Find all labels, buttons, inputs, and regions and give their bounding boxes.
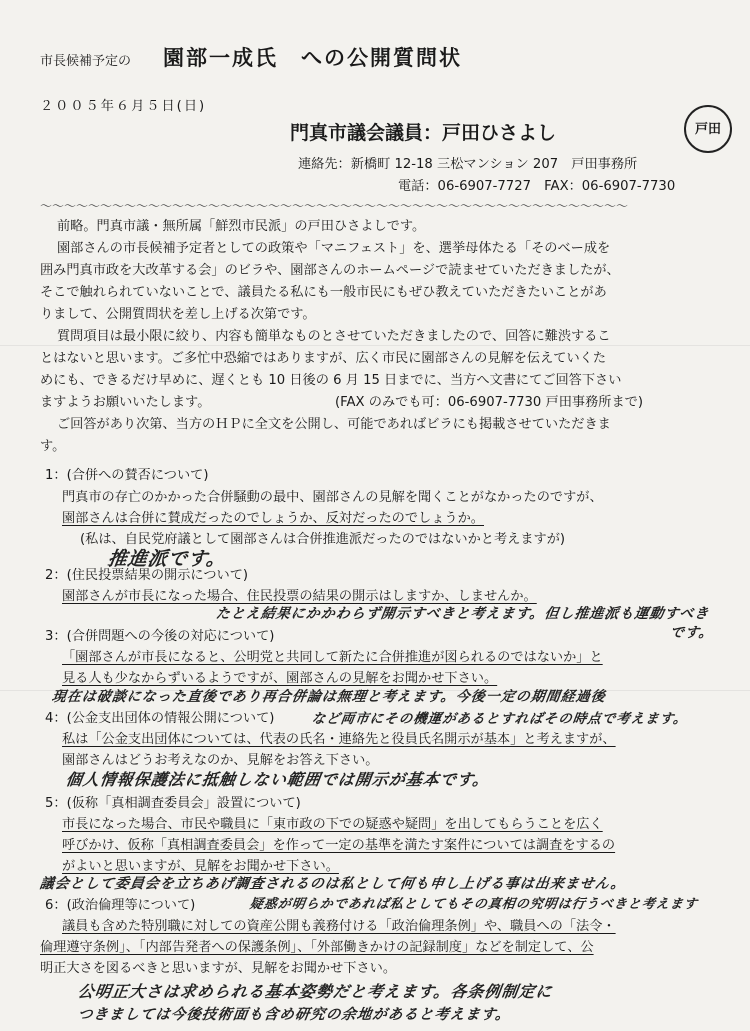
handwritten-answer: つきましては今後技術面も含め研究の余地があると考えます。	[76, 1006, 512, 1023]
question-heading: 5：(仮称「真相調査委員会」設置について)	[45, 796, 301, 811]
question-text: 見る人も少なからずいるようですが、園部さんの見解をお聞かせ下さい。	[62, 671, 498, 686]
intro-line: そこで触れられていないことで、議員たる私にも一般市民にもぜひ教えていただきたいことがあ	[40, 285, 607, 300]
intro-line: す。	[40, 439, 66, 454]
contact-address: 連絡先：新橋町 12-18 三松マンション 207 戸田事務所	[298, 157, 638, 172]
question-text: 明正大さを図るべきと思いますが、見解をお聞かせ下さい。	[40, 961, 397, 976]
seal-text: 戸田	[694, 121, 721, 137]
handwritten-answer: など両市にその機運があるとすればその時点で考えます。	[310, 711, 689, 727]
intro-line: 前略。門真市議・無所属「鮮烈市民派」の戸田ひさよしです。	[57, 219, 426, 234]
sender-name: 門真市議会議員：戸田ひさよし	[290, 122, 557, 144]
page-title: 園部一成氏 への公開質問状	[163, 46, 462, 70]
wavy-divider: ～～～～～～～～～～～～～～～～～～～～～～～～～～～～～～～～～～～～～～～～～～～～～～～～～	[40, 199, 629, 213]
intro-line: とはないと思います。ご多忙中恐縮ではありますが、広く市民に園部さんの見解を伝えていくた	[40, 351, 607, 366]
intro-line: ますようお願いいたします。	[40, 395, 211, 410]
question-text: 「園部さんが市長になると、公明党と共同して新たに合併推進が図られるのではないか」と	[62, 650, 603, 665]
question-text: 園部さんが市長になった場合、住民投票の結果の開示はしますか、しませんか。	[62, 589, 537, 604]
question-text: 議員も含めた特別職に対しての資産公開も義務付ける「政治倫理条例」や、職員への「法令・	[62, 919, 616, 934]
handwritten-answer: 議会として委員会を立ちあげ調査されるのは私として何も申し上げる事は出来ません。	[38, 876, 627, 892]
title-prefix: 市長候補予定の	[40, 54, 132, 69]
contact-phone: 電話：06-6907-7727 FAX：06-6907-7730	[398, 179, 676, 194]
intro-line: りまして、公開質問状を差し上げる次第です。	[40, 307, 316, 322]
letter-date: ２００５年６月５日(日)	[40, 99, 207, 114]
question-text: 園部さんは合併に賛成だったのでしょうか、反対だったのでしょうか。	[62, 511, 484, 526]
handwritten-answer: 公明正大さは求められる基本姿勢だと考えます。各条例制定に	[76, 982, 554, 1001]
intro-line: 質問項目は最小限に絞り、内容も簡単なものとさせていただきましたので、回答に難渋するこ	[57, 329, 611, 344]
question-heading: 2：(住民投票結果の開示について)	[45, 568, 249, 583]
question-text: 門真市の存亡のかかった合併騒動の最中、園部さんの見解を聞くことがなかったのですが、	[62, 490, 603, 505]
hanko-seal	[684, 105, 732, 153]
question-heading: 3：(合併問題への今後の対応について)	[45, 629, 275, 644]
intro-line: めにも、できるだけ早めに、遅くとも 10 日後の 6 月 15 日までに、当方へ文書にてご回答下さい	[40, 373, 622, 388]
intro-fax-note: (FAX のみでも可：06-6907-7730 戸田事務所まで)	[335, 395, 643, 410]
question-text: 私は「公金支出団体については、代表の氏名・連絡先と役員氏名開示が基本」と考えますが、	[62, 732, 616, 747]
question-heading: 1：(合併への賛否について)	[45, 468, 209, 483]
question-text: 呼びかけ、仮称「真相調査委員会」を作って一定の基準を満たす案件については調査をするの	[62, 838, 616, 853]
intro-line: 園部さんの市長候補予定者としての政策や「マニフェスト」を、選挙母体たる「そのべー成を	[57, 241, 611, 256]
handwritten-answer: 現在は破談になった直後であり再合併論は無理と考えます。今後一定の期間経過後	[50, 689, 607, 705]
handwritten-answer: です。	[668, 625, 715, 641]
question-heading: 6：(政治倫理等について)	[45, 898, 196, 913]
question-note: (私は、自民党府議として園部さんは合併推進派だったのではないかと考えますが)	[80, 532, 566, 547]
intro-line: 囲み門真市政を大改革する会」のビラや、園部さんのホームページで読ませていただきましたが、	[40, 263, 620, 278]
question-text: 倫理遵守条例」、「内部告発者への保護条例」、「外部働きかけの記録制度」などを制定して、公	[40, 940, 594, 955]
question-text: がよいと思いますが、見解をお聞かせ下さい。	[62, 859, 339, 874]
question-text: 園部さんはどうお考えなのか、見解をお答え下さい。	[62, 753, 379, 768]
handwritten-answer: 疑惑が明らかであれば私としてもその真相の究明は行うべきと考えます	[248, 897, 699, 912]
question-text: 市長になった場合、市民や職員に「東市政の下での疑惑や疑問」を出してもらうことを広く	[62, 817, 603, 832]
handwritten-answer: たとえ結果にかかわらず開示すべきと考えます。但し推進派も運動すべき	[214, 606, 711, 622]
question-heading: 4：(公金支出団体の情報公開について)	[45, 711, 275, 726]
intro-line: ご回答があり次第、当方のＨＰに全文を公開し、可能であればビラにも掲載させていただきま	[57, 417, 611, 432]
handwritten-answer: 個人情報保護法に抵触しない範囲では開示が基本です。	[64, 770, 491, 789]
handwritten-answer: 推進派です。	[106, 548, 228, 570]
